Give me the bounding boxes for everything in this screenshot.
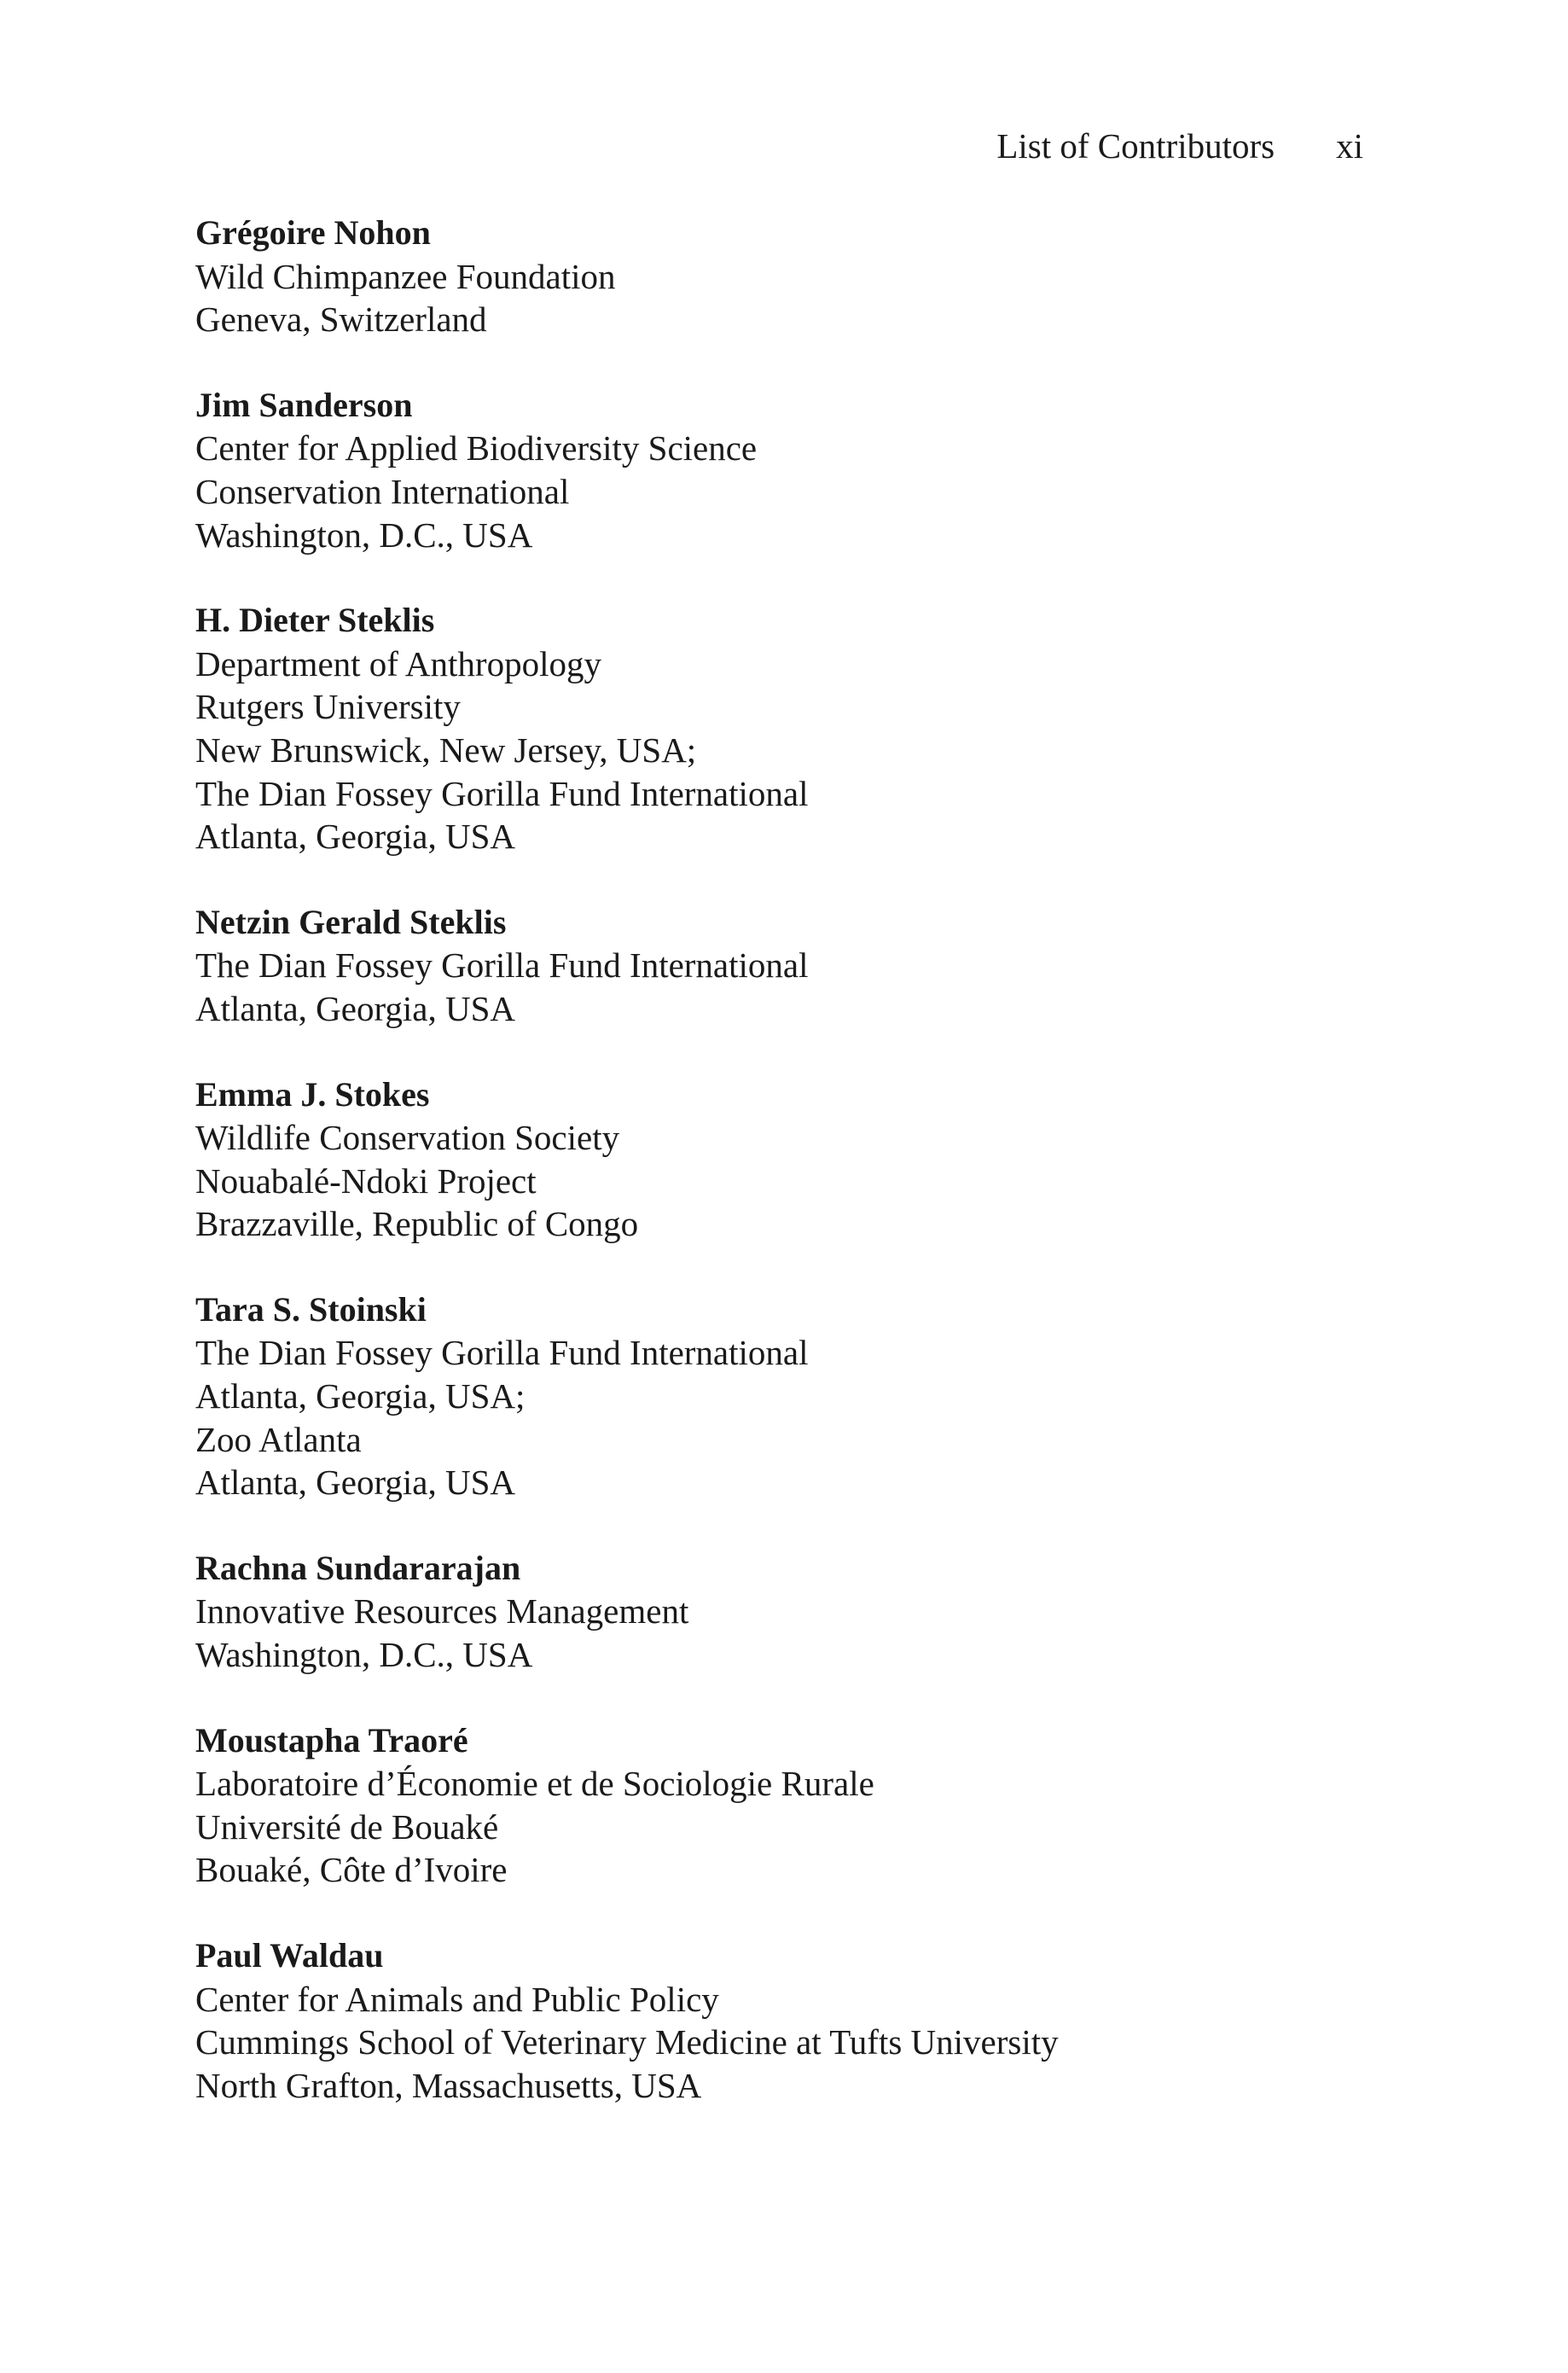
contributor-name: Emma J. Stokes bbox=[195, 1074, 430, 1114]
affiliation-line: Atlanta, Georgia, USA; bbox=[195, 1376, 526, 1416]
running-head bbox=[0, 125, 1363, 167]
contributor-entry bbox=[195, 1934, 1432, 2107]
contributor-list bbox=[195, 212, 1432, 2149]
affiliation-line: Cummings School of Veterinary Medicine at Tufts University bbox=[195, 2022, 1059, 2062]
affiliation-line: Washington, D.C., USA bbox=[195, 1635, 533, 1675]
contributor-name: Paul Waldau bbox=[195, 1936, 384, 1975]
contributor-entry bbox=[195, 384, 1432, 556]
affiliation-line: Université de Bouaké bbox=[195, 1806, 499, 1847]
affiliation-line: Atlanta, Georgia, USA bbox=[195, 817, 516, 857]
contributor-name: Rachna Sundararajan bbox=[195, 1548, 521, 1587]
affiliation-line: Center for Animals and Public Policy bbox=[195, 1979, 719, 2019]
contributor-entry bbox=[195, 1547, 1432, 1677]
affiliation-line: Brazzaville, Republic of Congo bbox=[195, 1204, 639, 1244]
affiliation-line: Innovative Resources Management bbox=[195, 1591, 689, 1631]
running-head-title: List of Contributors bbox=[996, 126, 1275, 166]
contributor-name: Tara S. Stoinski bbox=[195, 1289, 427, 1329]
affiliation-line: The Dian Fossey Gorilla Fund International bbox=[195, 945, 809, 986]
affiliation-line: Wild Chimpanzee Foundation bbox=[195, 256, 616, 296]
contributor-name: H. Dieter Steklis bbox=[195, 601, 435, 640]
affiliation-line: The Dian Fossey Gorilla Fund International bbox=[195, 773, 809, 813]
affiliation-line: Geneva, Switzerland bbox=[195, 300, 487, 340]
contributor-entry bbox=[195, 599, 1432, 858]
affiliation-line: Atlanta, Georgia, USA bbox=[195, 988, 516, 1028]
contributor-entry bbox=[195, 1073, 1432, 1246]
affiliation-line: New Brunswick, New Jersey, USA; bbox=[195, 730, 697, 770]
contributor-name: Grégoire Nohon bbox=[195, 213, 431, 252]
affiliation-line: Department of Anthropology bbox=[195, 643, 601, 683]
contributor-entry bbox=[195, 1288, 1432, 1504]
contributor-entry bbox=[195, 1719, 1432, 1892]
affiliation-line: Laboratoire d’Économie et de Sociologie Rurale bbox=[195, 1764, 874, 1804]
contributor-name: Jim Sanderson bbox=[195, 385, 413, 424]
affiliation-line: Rutgers University bbox=[195, 687, 461, 727]
page-number: xi bbox=[1336, 126, 1363, 166]
affiliation-line: North Grafton, Massachusetts, USA bbox=[195, 2065, 702, 2105]
affiliation-line: Bouaké, Côte d’Ivoire bbox=[195, 1850, 508, 1890]
contributor-name: Netzin Gerald Steklis bbox=[195, 902, 507, 941]
affiliation-line: Center for Applied Biodiversity Science bbox=[195, 428, 758, 468]
affiliation-line: Zoo Atlanta bbox=[195, 1419, 362, 1459]
affiliation-line: Washington, D.C., USA bbox=[195, 515, 533, 555]
affiliation-line: Conservation International bbox=[195, 471, 570, 511]
contributor-entry bbox=[195, 901, 1432, 1031]
affiliation-line: Wildlife Conservation Society bbox=[195, 1118, 620, 1158]
contributor-entry bbox=[195, 212, 1432, 341]
contributor-name: Moustapha Traoré bbox=[195, 1720, 468, 1759]
affiliation-line: Nouabalé-Ndoki Project bbox=[195, 1160, 537, 1201]
affiliation-line: Atlanta, Georgia, USA bbox=[195, 1463, 516, 1503]
affiliation-line: The Dian Fossey Gorilla Fund International bbox=[195, 1333, 809, 1373]
